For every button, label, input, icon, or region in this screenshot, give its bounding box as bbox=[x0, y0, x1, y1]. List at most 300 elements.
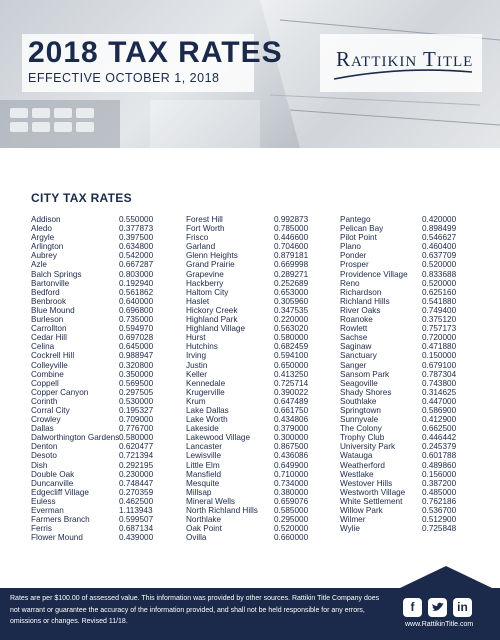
city-name: Mesquite bbox=[186, 478, 220, 488]
city-name: Dallas bbox=[31, 424, 54, 434]
tax-rate: 0.300000 bbox=[274, 433, 309, 443]
city-name: Sunnyvale bbox=[340, 415, 379, 425]
tax-rate: 0.620477 bbox=[119, 442, 154, 452]
city-row bbox=[31, 524, 171, 533]
tax-rate: 0.434806 bbox=[274, 415, 309, 425]
tax-rate: 0.625160 bbox=[422, 287, 457, 297]
city-name: Hickory Creek bbox=[186, 305, 238, 315]
city-row bbox=[31, 497, 171, 506]
tax-rate: 0.586900 bbox=[422, 405, 457, 415]
tax-rate: 0.735000 bbox=[119, 315, 154, 325]
city-name: Duncanville bbox=[31, 478, 74, 488]
tax-rate-column-3 bbox=[340, 215, 474, 533]
city-row bbox=[31, 242, 171, 251]
city-name: Edgecliff Village bbox=[31, 487, 89, 497]
city-name: University Park bbox=[340, 442, 396, 452]
city-row bbox=[340, 515, 474, 524]
tax-rate: 0.833688 bbox=[422, 269, 457, 279]
tax-rate: 0.289271 bbox=[274, 269, 309, 279]
city-row bbox=[340, 270, 474, 279]
tax-rate: 0.436086 bbox=[274, 451, 309, 461]
tax-rate: 0.412900 bbox=[422, 415, 457, 425]
city-row bbox=[186, 433, 326, 442]
city-name: Saginaw bbox=[340, 342, 372, 352]
city-name: Fort Worth bbox=[186, 224, 225, 234]
tax-rate: 0.660000 bbox=[274, 533, 309, 543]
tax-rate: 0.661750 bbox=[274, 405, 309, 415]
city-name: Farmers Branch bbox=[31, 515, 90, 525]
tax-rate: 0.662500 bbox=[422, 424, 457, 434]
page-subtitle: EFFECTIVE OCTOBER 1, 2018 bbox=[28, 71, 220, 85]
city-name: Carrollton bbox=[31, 324, 67, 334]
tax-rate: 0.988947 bbox=[119, 351, 154, 361]
tax-rate: 0.379000 bbox=[274, 424, 309, 434]
city-name: Celina bbox=[31, 342, 55, 352]
city-name: Pilot Point bbox=[340, 233, 377, 243]
city-row bbox=[31, 279, 171, 288]
tax-rate: 0.645000 bbox=[119, 342, 154, 352]
tax-rate: 0.550000 bbox=[119, 215, 154, 224]
tax-rate: 0.653000 bbox=[274, 287, 309, 297]
tax-rate: 0.697028 bbox=[119, 333, 154, 343]
city-name: Sanger bbox=[340, 360, 367, 370]
tax-rate: 0.520000 bbox=[422, 260, 457, 270]
tax-rate: 0.659076 bbox=[274, 496, 309, 506]
tax-rate: 0.446442 bbox=[422, 433, 457, 443]
tax-rate: 0.649900 bbox=[274, 460, 309, 470]
city-row bbox=[186, 451, 326, 460]
tax-rate: 0.682459 bbox=[274, 342, 309, 352]
city-name: Combine bbox=[31, 369, 64, 379]
city-row bbox=[186, 224, 326, 233]
city-row bbox=[186, 270, 326, 279]
city-name: Grand Prairie bbox=[186, 260, 235, 270]
tax-rate: 0.347535 bbox=[274, 305, 309, 315]
city-name: Wilmer bbox=[340, 515, 366, 525]
city-row bbox=[340, 415, 474, 424]
tax-rate: 0.350000 bbox=[119, 369, 154, 379]
city-name: Ferris bbox=[31, 524, 52, 534]
tax-rate: 0.546627 bbox=[422, 233, 457, 243]
city-name: Sansom Park bbox=[340, 369, 390, 379]
city-name: White Settlement bbox=[340, 496, 403, 506]
city-name: Bedford bbox=[31, 287, 60, 297]
tax-rate: 0.667287 bbox=[119, 260, 154, 270]
tax-rate: 0.743800 bbox=[422, 378, 457, 388]
tax-rate: 0.292195 bbox=[119, 460, 154, 470]
city-row bbox=[31, 461, 171, 470]
city-row bbox=[340, 288, 474, 297]
tax-rate: 0.721394 bbox=[119, 451, 154, 461]
city-row bbox=[340, 361, 474, 370]
tax-rate: 0.634800 bbox=[119, 242, 154, 252]
tax-rate: 0.720000 bbox=[422, 333, 457, 343]
city-row bbox=[186, 361, 326, 370]
city-row bbox=[186, 260, 326, 269]
city-name: Willow Park bbox=[340, 506, 383, 515]
city-row bbox=[186, 306, 326, 315]
city-row bbox=[340, 497, 474, 506]
city-name: Balch Springs bbox=[31, 269, 82, 279]
city-name: Euless bbox=[31, 496, 56, 506]
city-name: Prosper bbox=[340, 260, 369, 270]
city-row bbox=[186, 315, 326, 324]
city-name: Bartonville bbox=[31, 278, 70, 288]
city-row bbox=[186, 279, 326, 288]
tax-rate: 0.530000 bbox=[119, 396, 154, 406]
city-name: Lewisville bbox=[186, 451, 222, 461]
city-name: Irving bbox=[186, 351, 207, 361]
tax-rate: 0.669998 bbox=[274, 260, 309, 270]
city-name: Keller bbox=[186, 369, 207, 379]
city-name: Hackberry bbox=[186, 278, 224, 288]
tax-rate: 0.785000 bbox=[274, 224, 309, 234]
city-row bbox=[31, 324, 171, 333]
city-name: Haslet bbox=[186, 296, 210, 306]
city-name: Highland Park bbox=[186, 315, 238, 325]
city-row bbox=[31, 515, 171, 524]
city-name: The Colony bbox=[340, 424, 382, 434]
tax-rate: 0.195327 bbox=[119, 405, 154, 415]
city-row bbox=[186, 342, 326, 351]
city-row bbox=[340, 333, 474, 342]
city-name: Dalworthington Gardens bbox=[31, 433, 119, 443]
city-row bbox=[31, 470, 171, 479]
tax-rate: 0.762186 bbox=[422, 496, 457, 506]
city-name: Coppell bbox=[31, 378, 59, 388]
tax-rate: 0.485000 bbox=[422, 487, 457, 497]
tax-rate: 0.314625 bbox=[422, 387, 457, 397]
tax-rate: 0.156000 bbox=[422, 469, 457, 479]
city-row bbox=[186, 215, 326, 224]
city-name: River Oaks bbox=[340, 305, 381, 315]
city-row bbox=[340, 424, 474, 433]
city-row bbox=[31, 251, 171, 260]
city-name: Azle bbox=[31, 260, 47, 270]
city-row bbox=[186, 379, 326, 388]
city-row bbox=[31, 533, 171, 542]
city-name: Ponder bbox=[340, 251, 367, 261]
tax-rate: 0.647489 bbox=[274, 396, 309, 406]
tax-rate: 0.252689 bbox=[274, 278, 309, 288]
tax-rate: 0.397500 bbox=[119, 233, 154, 243]
city-row bbox=[31, 260, 171, 269]
city-row bbox=[31, 406, 171, 415]
city-row bbox=[186, 506, 326, 515]
tax-rate: 0.220000 bbox=[274, 315, 309, 325]
city-row bbox=[31, 370, 171, 379]
disclaimer-text: Rates are per $100.00 of assessed value. This information was provided by other sources. Rattikin Title Company does not warrant or guarantee the accuracy of the information provided, and shall not be held responsible for any errors, omissions or changes. Revised 11/18. bbox=[10, 595, 380, 625]
city-name: Providence Village bbox=[340, 269, 408, 279]
tax-rate: 1.113943 bbox=[119, 506, 153, 515]
tax-rate: 0.710000 bbox=[274, 469, 309, 479]
city-row bbox=[31, 479, 171, 488]
tax-rate: 0.601788 bbox=[422, 451, 457, 461]
tax-rate: 0.413250 bbox=[274, 369, 309, 379]
tax-rate: 0.787304 bbox=[422, 369, 457, 379]
city-row bbox=[186, 488, 326, 497]
city-row bbox=[340, 297, 474, 306]
tax-rate: 0.270359 bbox=[119, 487, 154, 497]
city-name: Shady Shores bbox=[340, 387, 392, 397]
city-row bbox=[31, 379, 171, 388]
city-name: Trophy Club bbox=[340, 433, 385, 443]
tax-rate: 0.749400 bbox=[422, 305, 457, 315]
city-name: Westlake bbox=[340, 469, 374, 479]
city-name: Mineral Wells bbox=[186, 496, 235, 506]
website-link[interactable]: www.RattikinTitle.com bbox=[405, 621, 474, 628]
city-name: Haltom City bbox=[186, 287, 229, 297]
city-name: Hurst bbox=[186, 333, 206, 343]
tax-rate: 0.650000 bbox=[274, 360, 309, 370]
tax-rate: 0.520000 bbox=[274, 524, 309, 534]
city-name: Addison bbox=[31, 215, 61, 224]
city-name: Lakeside bbox=[186, 424, 219, 434]
city-name: Little Elm bbox=[186, 460, 220, 470]
city-row bbox=[340, 451, 474, 460]
company-logo: Rattikin Title bbox=[336, 47, 474, 71]
city-name: Copper Canyon bbox=[31, 387, 89, 397]
city-name: Forest Hill bbox=[186, 215, 223, 224]
city-row bbox=[340, 251, 474, 260]
city-row bbox=[340, 524, 474, 533]
city-name: Pelican Bay bbox=[340, 224, 384, 234]
facebook-icon[interactable]: f bbox=[403, 598, 422, 617]
city-row bbox=[31, 224, 171, 233]
tax-rate: 0.898499 bbox=[422, 224, 457, 234]
tax-rate: 0.320800 bbox=[119, 360, 154, 370]
tax-rate: 0.637709 bbox=[422, 251, 457, 261]
city-name: Argyle bbox=[31, 233, 55, 243]
tax-rate: 0.879181 bbox=[274, 251, 309, 261]
city-name: Richardson bbox=[340, 287, 382, 297]
city-name: Weatherford bbox=[340, 460, 385, 470]
city-row bbox=[186, 242, 326, 251]
tax-rate: 0.580000 bbox=[119, 433, 154, 443]
city-row bbox=[340, 215, 474, 224]
city-name: Denton bbox=[31, 442, 58, 452]
tax-rate: 0.489860 bbox=[422, 460, 457, 470]
linkedin-icon[interactable]: in bbox=[453, 598, 472, 617]
city-row bbox=[186, 415, 326, 424]
city-name: Seagoville bbox=[340, 378, 378, 388]
city-row bbox=[31, 397, 171, 406]
tax-rate: 0.569500 bbox=[119, 378, 154, 388]
city-row bbox=[186, 497, 326, 506]
city-name: Grapevine bbox=[186, 269, 224, 279]
tax-rate: 0.297505 bbox=[119, 387, 154, 397]
city-name: Benbrook bbox=[31, 296, 67, 306]
city-name: Cockrell Hill bbox=[31, 351, 75, 361]
city-row bbox=[340, 461, 474, 470]
city-name: Lancaster bbox=[186, 442, 222, 452]
tax-rate: 0.580000 bbox=[274, 333, 309, 343]
tax-rate: 0.295000 bbox=[274, 515, 309, 525]
city-row bbox=[186, 524, 326, 533]
city-row bbox=[31, 288, 171, 297]
city-name: Aledo bbox=[31, 224, 52, 234]
tax-rate: 0.687134 bbox=[119, 524, 154, 534]
city-row bbox=[31, 488, 171, 497]
tax-rate: 0.520000 bbox=[422, 278, 457, 288]
city-row bbox=[340, 260, 474, 269]
city-row bbox=[340, 442, 474, 451]
city-row bbox=[31, 424, 171, 433]
city-row bbox=[186, 233, 326, 242]
tax-rate: 0.439000 bbox=[119, 533, 154, 543]
section-title: CITY TAX RATES bbox=[31, 191, 132, 205]
tax-rate: 0.390022 bbox=[274, 387, 309, 397]
city-row bbox=[340, 397, 474, 406]
tax-rate: 0.245379 bbox=[422, 442, 457, 452]
city-row bbox=[31, 333, 171, 342]
city-row bbox=[340, 306, 474, 315]
city-name: Burleson bbox=[31, 315, 64, 325]
city-row bbox=[31, 442, 171, 451]
city-row bbox=[31, 342, 171, 351]
tax-rate: 0.640000 bbox=[119, 296, 154, 306]
city-row bbox=[340, 242, 474, 251]
city-name: Sanctuary bbox=[340, 351, 377, 361]
city-name: Glenn Heights bbox=[186, 251, 238, 261]
city-name: Garland bbox=[186, 242, 216, 252]
logo-swoosh-icon bbox=[332, 68, 474, 82]
city-row bbox=[186, 351, 326, 360]
city-row bbox=[31, 351, 171, 360]
tax-rate: 0.446600 bbox=[274, 233, 309, 243]
city-name: Plano bbox=[340, 242, 361, 252]
city-row bbox=[186, 442, 326, 451]
tax-rate: 0.447000 bbox=[422, 396, 457, 406]
city-row bbox=[186, 251, 326, 260]
tax-rate: 0.387200 bbox=[422, 478, 457, 488]
city-row bbox=[340, 342, 474, 351]
city-row bbox=[31, 306, 171, 315]
city-row bbox=[340, 351, 474, 360]
tax-rate: 0.375120 bbox=[422, 315, 457, 325]
city-row bbox=[186, 406, 326, 415]
city-name: Hutchins bbox=[186, 342, 218, 352]
city-row bbox=[340, 433, 474, 442]
city-name: Colleyville bbox=[31, 360, 68, 370]
city-name: Flower Mound bbox=[31, 533, 83, 543]
tax-rate: 0.696800 bbox=[119, 305, 154, 315]
city-name: Lake Dallas bbox=[186, 405, 229, 415]
city-name: Crowley bbox=[31, 415, 61, 425]
tax-rate: 0.377873 bbox=[119, 224, 154, 234]
tax-rate: 0.704600 bbox=[274, 242, 309, 252]
tax-rate: 0.585000 bbox=[274, 506, 309, 515]
tax-rate: 0.776700 bbox=[119, 424, 154, 434]
city-name: Double Oak bbox=[31, 469, 75, 479]
city-name: Aubrey bbox=[31, 251, 57, 261]
city-row bbox=[340, 406, 474, 415]
tax-rate: 0.561862 bbox=[119, 287, 154, 297]
city-name: Corinth bbox=[31, 396, 58, 406]
city-row bbox=[340, 488, 474, 497]
city-row bbox=[186, 424, 326, 433]
city-row bbox=[340, 324, 474, 333]
city-name: Cedar Hill bbox=[31, 333, 67, 343]
tax-rate: 0.460400 bbox=[422, 242, 457, 252]
city-row bbox=[340, 279, 474, 288]
tax-rate: 0.541880 bbox=[422, 296, 457, 306]
city-name: Millsap bbox=[186, 487, 212, 497]
tax-rate: 0.563020 bbox=[274, 324, 309, 334]
city-row bbox=[31, 215, 171, 224]
city-name: Richland Hills bbox=[340, 296, 390, 306]
city-name: Blue Mound bbox=[31, 305, 75, 315]
city-name: Arlington bbox=[31, 242, 64, 252]
tax-rate: 0.380000 bbox=[274, 487, 309, 497]
city-row bbox=[340, 506, 474, 515]
city-name: Corral City bbox=[31, 405, 70, 415]
tax-rate: 0.803000 bbox=[119, 269, 154, 279]
city-name: Watauga bbox=[340, 451, 373, 461]
tax-rate: 0.757173 bbox=[422, 324, 457, 334]
city-row bbox=[31, 315, 171, 324]
city-row bbox=[31, 433, 171, 442]
tax-rate-column-2 bbox=[186, 215, 326, 542]
city-name: Everman bbox=[31, 506, 64, 515]
tax-rate: 0.536700 bbox=[422, 506, 457, 515]
tax-rate: 0.734000 bbox=[274, 478, 309, 488]
city-row bbox=[31, 233, 171, 242]
city-row bbox=[31, 270, 171, 279]
city-row bbox=[31, 506, 171, 515]
city-row bbox=[31, 451, 171, 460]
city-name: Ovilla bbox=[186, 533, 207, 543]
city-name: Westworth Village bbox=[340, 487, 406, 497]
city-name: Lake Worth bbox=[186, 415, 228, 425]
city-name: Lakewood Village bbox=[186, 433, 251, 443]
city-name: Sachse bbox=[340, 333, 368, 343]
tax-rate: 0.542000 bbox=[119, 251, 154, 261]
tax-rate-column-1 bbox=[31, 215, 171, 542]
city-name: Rowlett bbox=[340, 324, 368, 334]
tax-rate: 0.471880 bbox=[422, 342, 457, 352]
city-row bbox=[340, 388, 474, 397]
city-name: Krum bbox=[186, 396, 206, 406]
city-name: Springtown bbox=[340, 405, 381, 415]
city-row bbox=[186, 470, 326, 479]
city-name: Pantego bbox=[340, 215, 371, 224]
twitter-icon[interactable] bbox=[428, 598, 447, 617]
city-row bbox=[186, 479, 326, 488]
city-name: Wylie bbox=[340, 524, 360, 534]
city-name: Kennedale bbox=[186, 378, 226, 388]
city-row bbox=[186, 324, 326, 333]
tax-rate: 0.725848 bbox=[422, 524, 457, 534]
city-row bbox=[340, 370, 474, 379]
tax-rate: 0.679100 bbox=[422, 360, 457, 370]
city-row bbox=[340, 479, 474, 488]
city-name: Northlake bbox=[186, 515, 222, 525]
city-row bbox=[186, 388, 326, 397]
tax-rate: 0.512900 bbox=[422, 515, 457, 525]
tax-rate: 0.599507 bbox=[119, 515, 154, 525]
tax-rate: 0.230000 bbox=[119, 469, 154, 479]
city-row bbox=[186, 288, 326, 297]
city-row bbox=[31, 388, 171, 397]
city-name: Highland Village bbox=[186, 324, 246, 334]
tax-rate: 0.192940 bbox=[119, 278, 154, 288]
tax-rate: 0.594100 bbox=[274, 351, 309, 361]
city-row bbox=[186, 515, 326, 524]
city-row bbox=[340, 224, 474, 233]
city-row bbox=[340, 315, 474, 324]
city-name: Dish bbox=[31, 460, 48, 470]
